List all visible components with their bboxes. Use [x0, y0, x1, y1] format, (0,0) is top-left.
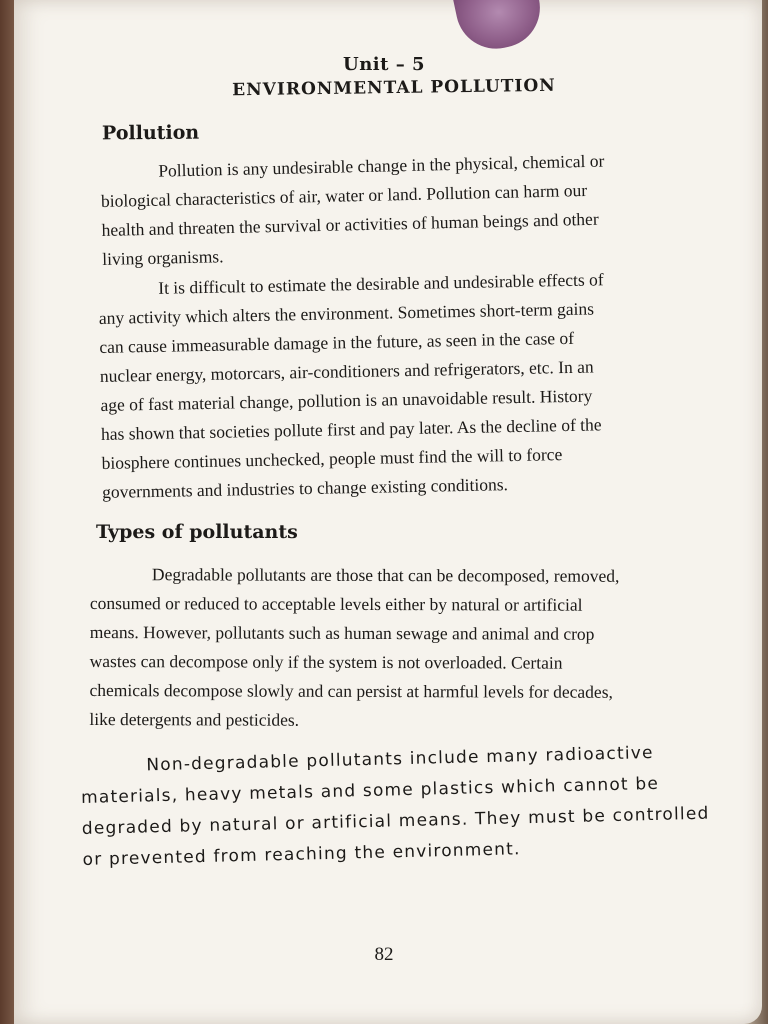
- text-line: Pollution is any undesirable change in the physical, chemical or: [158, 150, 605, 181]
- text-line: chemicals decompose slowly and can persist at harmful levels for decades,: [89, 679, 613, 702]
- text-line: biosphere continues unchecked, people must find the will to force: [101, 444, 563, 473]
- text-line: living organisms.: [102, 246, 224, 269]
- paragraph-degradable-pollutants: [89, 560, 736, 736]
- text-line: age of fast material change, pollution is an unavoidable result. History: [100, 385, 593, 415]
- text-line: means. However, pollutants such as human sewage and animal and crop: [89, 621, 595, 644]
- text-line: consumed or reduced to acceptable levels either by natural or artificial: [89, 592, 583, 615]
- page-number: 82: [374, 944, 394, 965]
- text-line: or prevented from reaching the environment.: [82, 839, 521, 870]
- unit-label: Unit – 5: [343, 54, 425, 75]
- text-line: any activity which alters the environment. Sometimes short-term gains: [98, 298, 595, 328]
- text-line: governments and industries to change existing conditions.: [101, 474, 509, 502]
- text-line: degraded by natural or artificial means. They must be controlled: [81, 803, 710, 839]
- text-line: Degradable pollutants are those that can be decomposed, removed,: [151, 564, 620, 586]
- section-heading-pollution: Pollution: [101, 121, 200, 145]
- paragraph-non-degradable-pollutants: [80, 736, 743, 876]
- text-line: materials, heavy metals and some plastics which cannot be: [80, 773, 660, 808]
- chapter-title: ENVIRONMENTAL POLLUTION: [232, 75, 556, 101]
- text-line: nuclear energy, motorcars, air-conditioners and refrigerators, etc. In an: [99, 356, 594, 386]
- text-line: wastes can decompose only if the system is not overloaded. Certain: [89, 650, 563, 673]
- text-line: biological characteristics of air, water or land. Pollution can harm our: [100, 179, 588, 211]
- text-line: Non-degradable pollutants include many radioactive: [146, 742, 654, 776]
- section-heading-types-of-pollutants: Types of pollutants: [96, 521, 298, 543]
- text-line: can cause immeasurable damage in the future, as seen in the case of: [99, 327, 575, 357]
- text-line: has shown that societies pollute first and pay later. As the decline of the: [100, 414, 602, 444]
- paragraph-pollution-definition: [100, 144, 734, 274]
- text-line: like detergents and pesticides.: [89, 708, 300, 730]
- paragraph-pollution-effects: [98, 263, 738, 507]
- text-line: It is difficult to estimate the desirable and undesirable effects of: [158, 269, 604, 298]
- text-line: health and threaten the survival or activities of human beings and other: [101, 208, 599, 240]
